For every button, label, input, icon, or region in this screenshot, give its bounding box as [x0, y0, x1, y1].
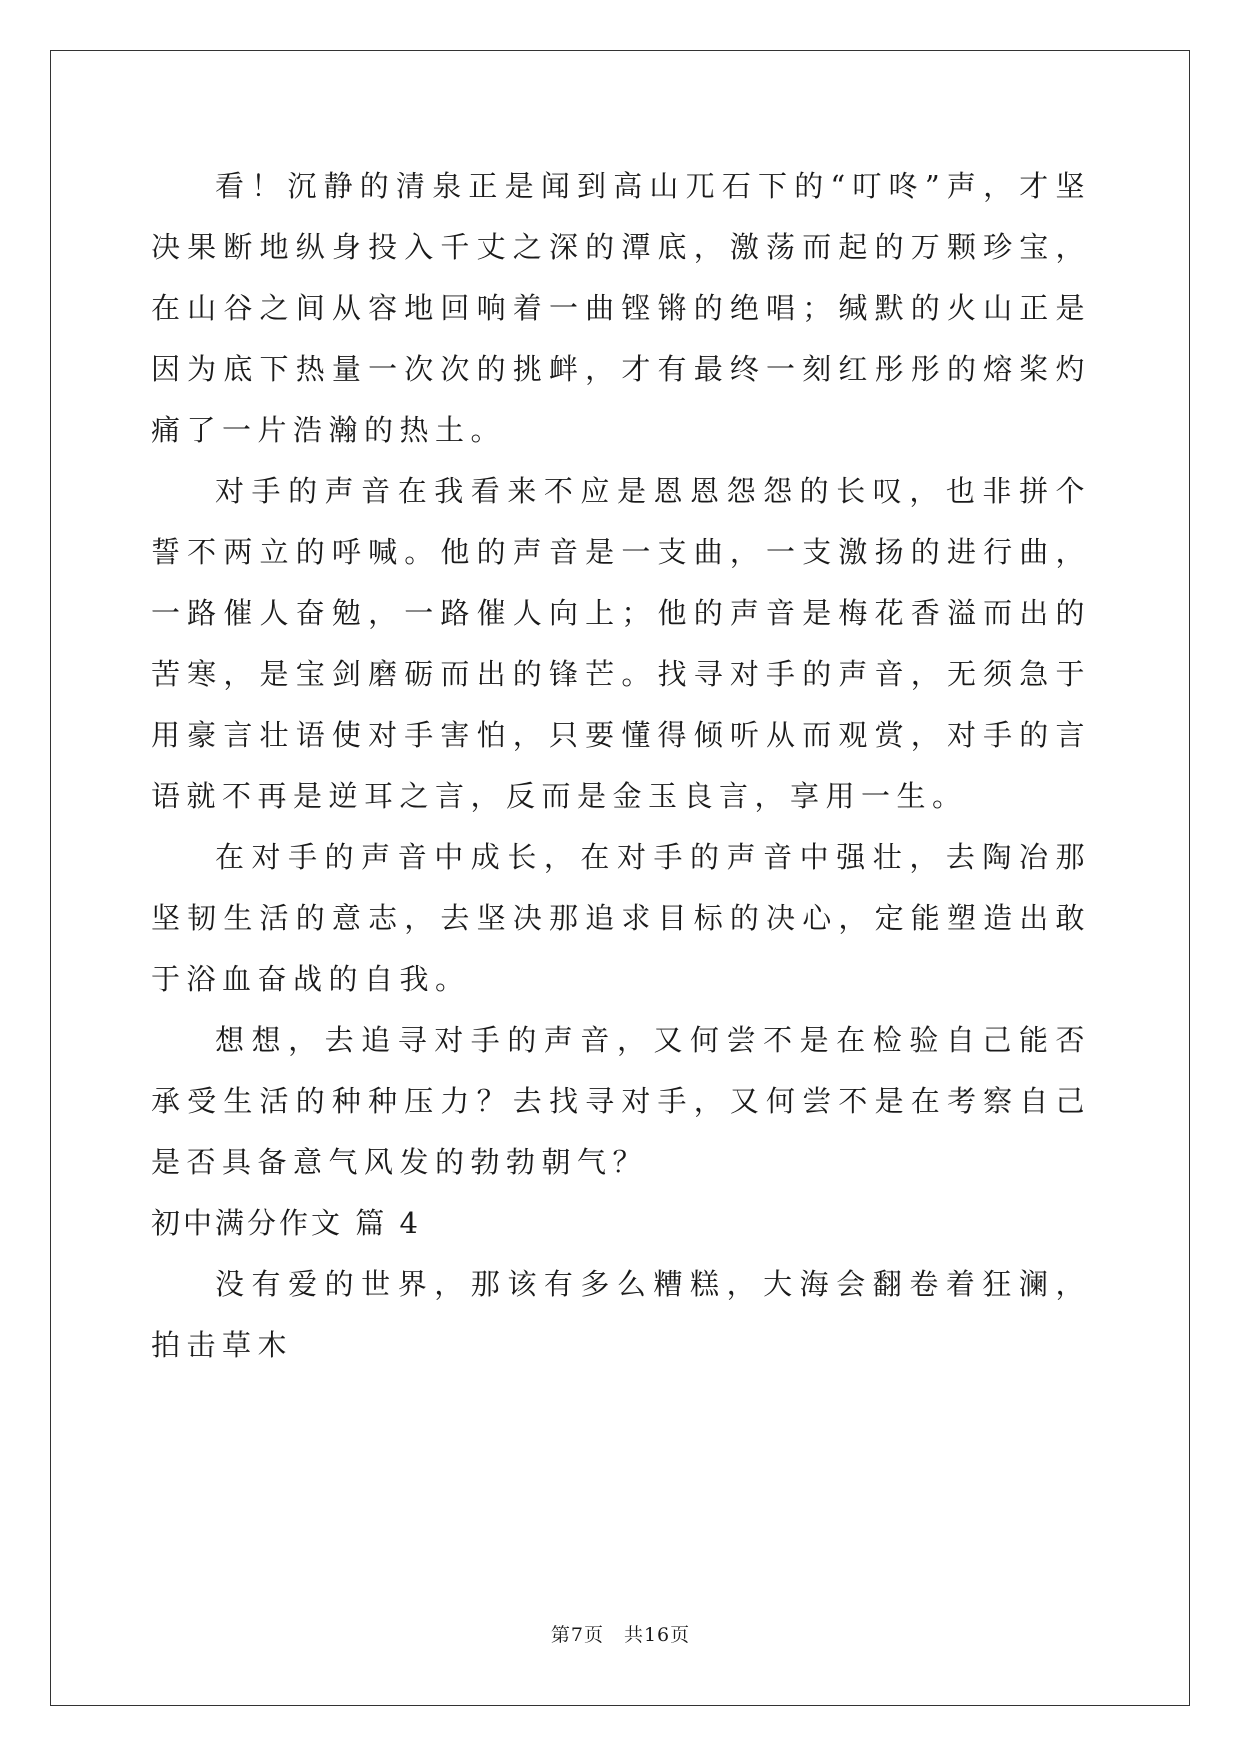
- section-heading-text: 初中满分作文 篇: [151, 1206, 388, 1240]
- page-footer: 第7页 共16页: [550, 1624, 691, 1646]
- section-number: 4: [399, 1206, 418, 1240]
- paragraph: 看！沉静的清泉正是闻到高山兀石下的“叮咚”声，才坚决果断地纵身投入千丈之深的潭底，激荡而起的万颗珍宝，在山谷之间从容地回响着一曲铿锵的绝唱；缄默的火山正是因为底下热量一次次的挑衅，才有最终一刻红彤彤的熔桨灼痛了一片浩瀚的热土。: [151, 169, 1091, 447]
- document-body: [151, 156, 1091, 1376]
- paragraph: 想想，去追寻对手的声音，又何尝不是在检验自己能否承受生活的种种压力？去找寻对手，又何尝不是在考察自己是否具备意气风发的勃勃朝气？: [151, 1023, 1091, 1179]
- section-heading: [151, 1193, 1091, 1254]
- paragraph: 对手的声音在我看来不应是恩恩怨怨的长叹，也非拼个誓不两立的呼喊。他的声音是一支曲，一支激扬的进行曲，一路催人奋勉，一路催人向上；他的声音是梅花香溢而出的苦寒，是宝剑磨砺而出的锋芒。找寻对手的声音，无须急于用豪言壮语使对手害怕，只要懂得倾听从而观赏，对手的言语就不再是逆耳之言，反而是金玉良言，享用一生。: [151, 474, 1091, 813]
- paragraph: 在对手的声音中成长，在对手的声音中强壮，去陶冶那坚韧生活的意志，去坚决那追求目标的决心，定能塑造出敢于浴血奋战的自我。: [151, 840, 1091, 996]
- paragraph: 没有爱的世界，那该有多么糟糕，大海会翻卷着狂澜，拍击草木: [151, 1267, 1091, 1362]
